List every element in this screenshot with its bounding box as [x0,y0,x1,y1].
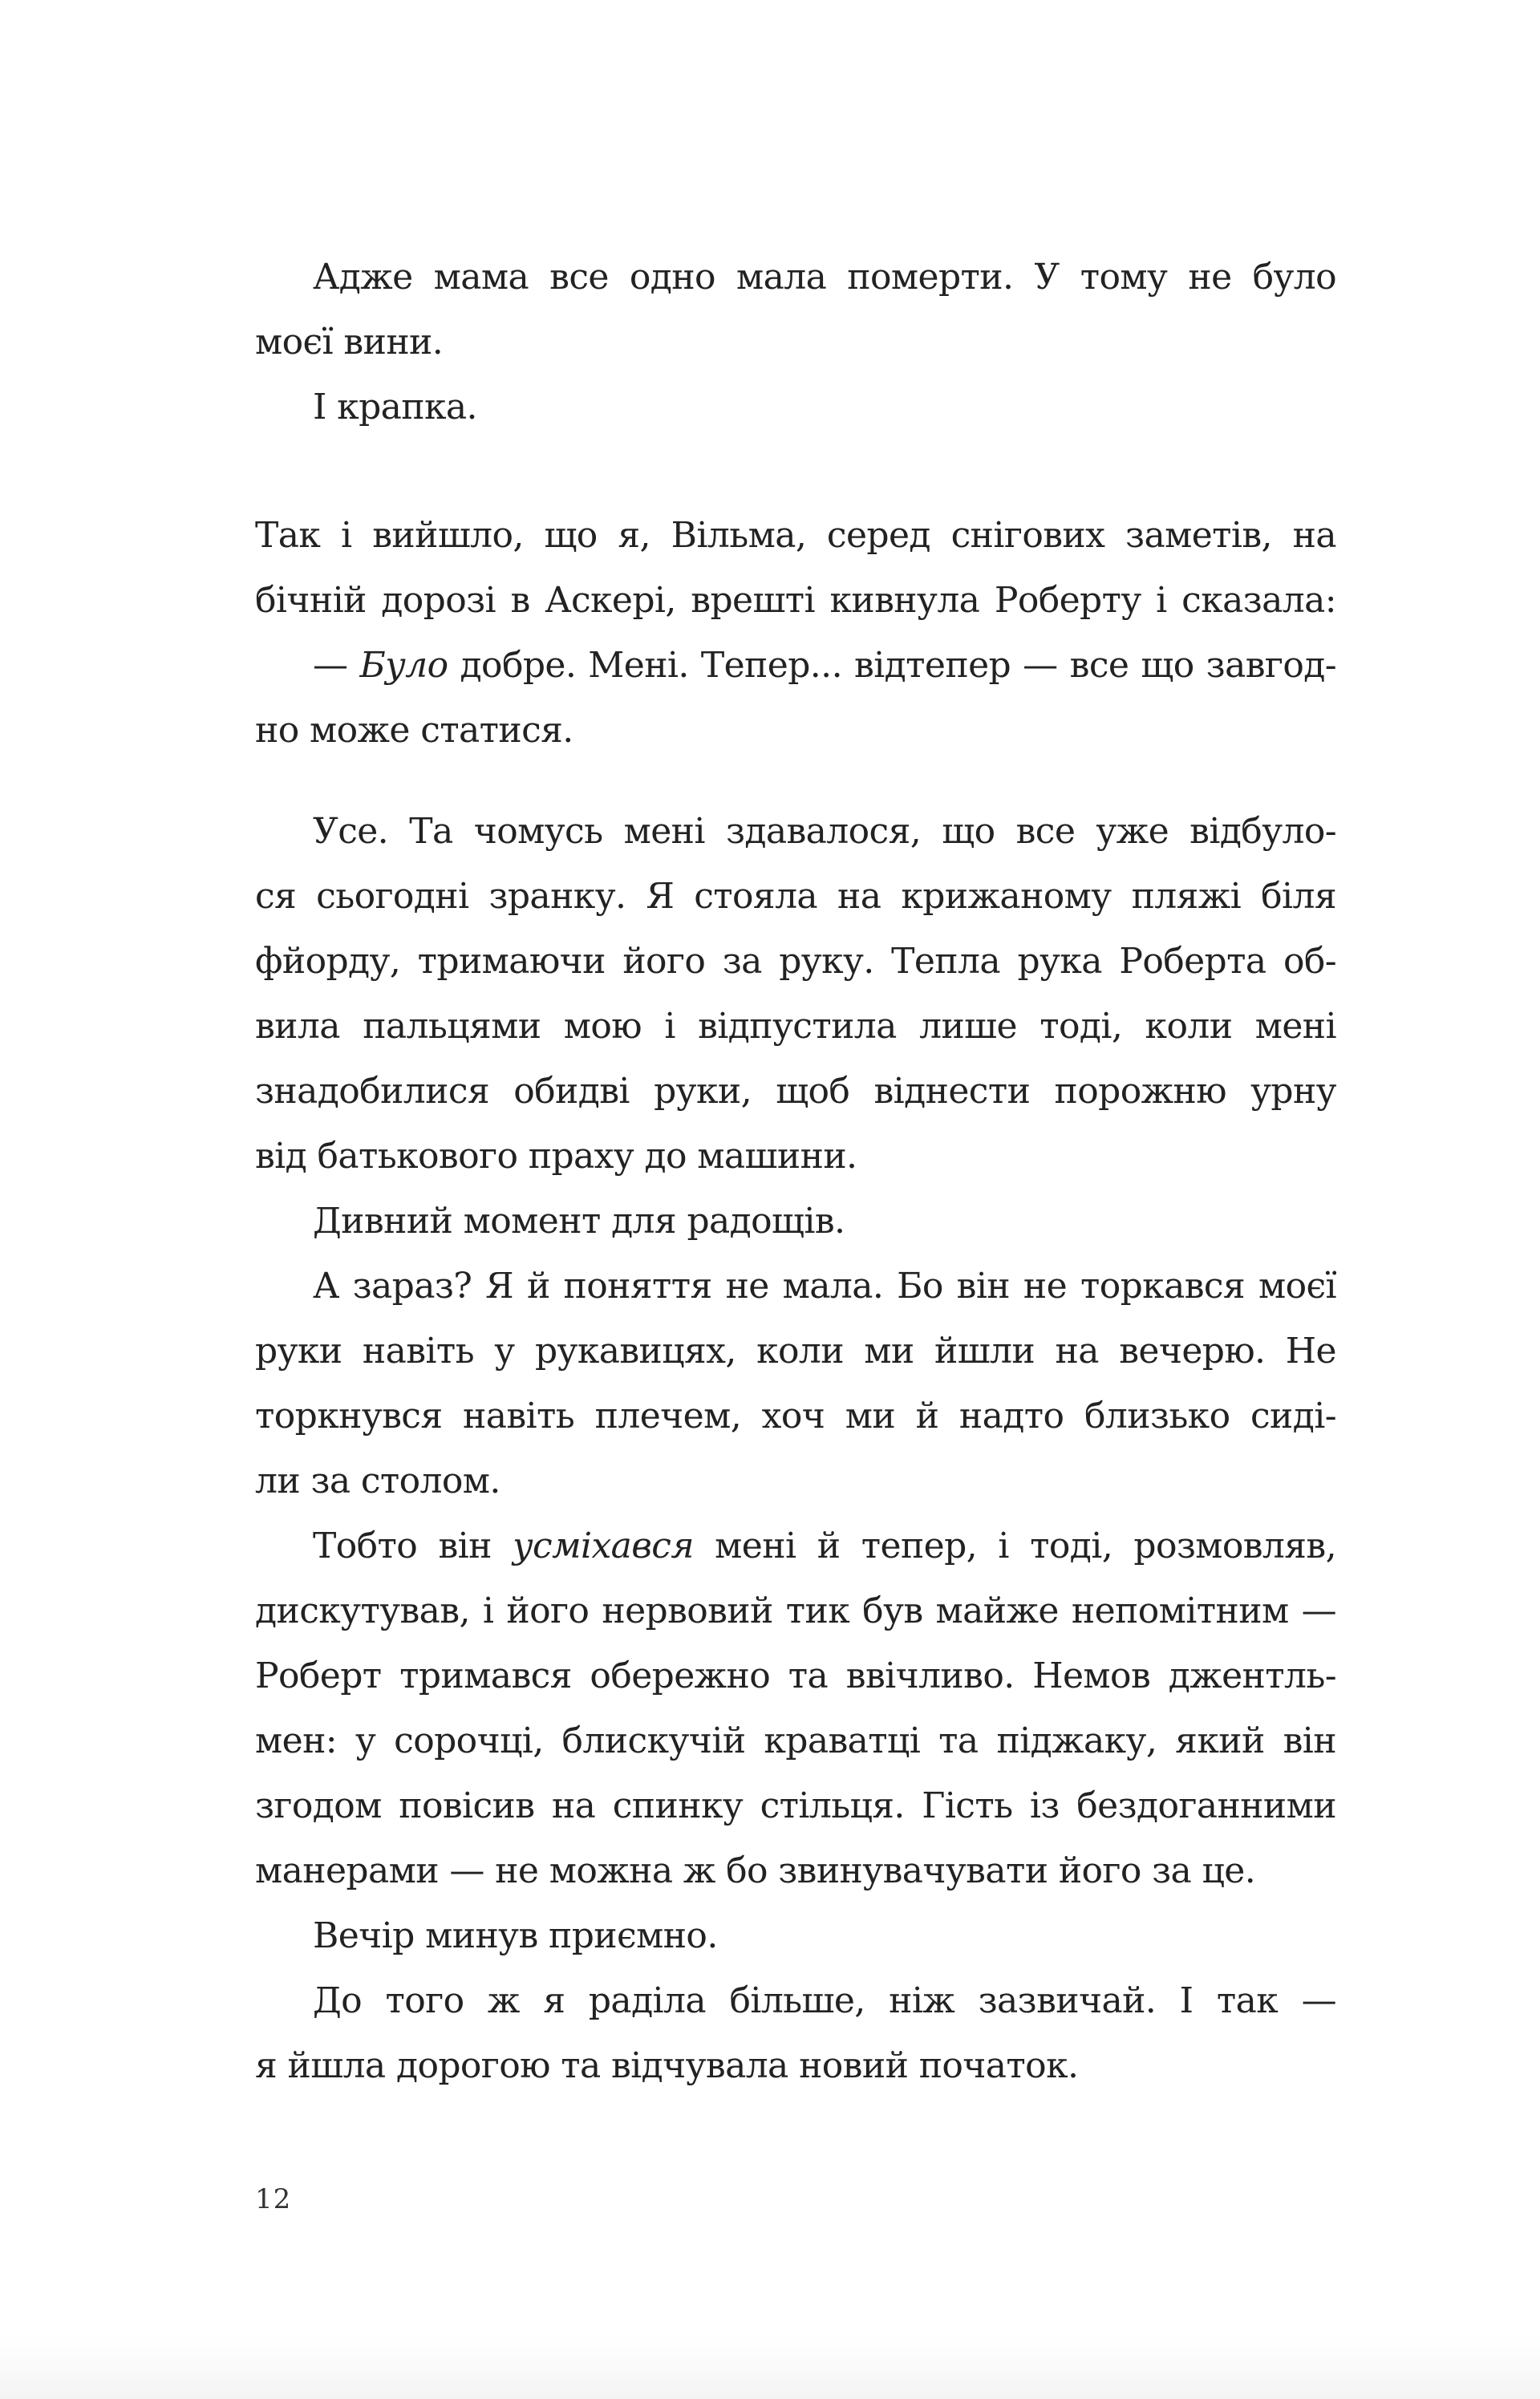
text-line: Усе. Та чомусь мені здавалося, що все уже відбуло- [313,811,1336,852]
text-segment: — [313,645,360,686]
text-line: я йшла дорогою та відчувала новий початок. [255,2045,1079,2086]
text-line: мен: у сорочці, блискучій краватці та піджаку, який він [255,1720,1336,1761]
text-line: ся сьогодні зранку. Я стояла на крижаному пляжі біля [255,876,1336,917]
page-number: 12 [255,2183,292,2215]
text-line: бічній дорозі в Аскері, врешті кивнула Роберту і сказала: [255,580,1336,621]
text-line: фйорду, тримаючи його за руку. Тепла рука Роберта об- [255,941,1336,982]
text-segment: Тобто він [313,1526,513,1566]
text-line: но може статися. [255,710,573,751]
text-line: Так і вийшло, що я, Вільма, серед снігових заметів, на [255,515,1336,556]
text-segment: добре. Мені. Тепер... відтепер — все що завгод- [448,645,1336,686]
text-line: Дивний момент для радощів. [313,1201,845,1242]
text-line: А зараз? Я й поняття не мала. Бо він не торкався моєї [313,1266,1336,1307]
text-line: від батькового праху до машини. [255,1136,857,1177]
text-line: дискутував, і його нервовий тик був майже непомітним — [255,1591,1336,1631]
text-line: До того ж я раділа більше, ніж зазвичай. І так — [313,1980,1336,2021]
italic-emphasis: усміхався [513,1526,694,1566]
page-bottom-shadow [0,2335,1540,2399]
text-line: руки навіть у рукавицях, коли ми йшли на вечерю. Не [255,1331,1336,1372]
text-line: І крапка. [313,387,477,428]
text-line: моєї вини. [255,322,444,363]
text-line [255,1514,1336,1578]
text-line: Роберт тримався обережно та ввічливо. Немов джентль- [255,1655,1336,1696]
text-line: Вечір минув приємно. [313,1915,718,1956]
text-line: ли за столом. [255,1461,500,1501]
text-line: манерами — не можна ж бо звинувачувати його за це. [255,1850,1256,1891]
italic-emphasis: Було [359,645,448,686]
text-line: згодом повісив на спинку стільця. Гість із бездоганними [255,1785,1336,1826]
text-line: Адже мама все одно мала померти. У тому не було [313,257,1336,298]
text-line [255,634,1336,698]
text-line: знадобилися обидві руки, щоб віднести порожню урну [255,1071,1336,1112]
text-segment: мені й тепер, і тоді, розмовляв, [693,1526,1336,1566]
text-line: торкнувся навіть плечем, хоч ми й надто близько сиді- [255,1396,1336,1437]
text-line: вила пальцями мою і відпустила лише тоді, коли мені [255,1006,1336,1047]
